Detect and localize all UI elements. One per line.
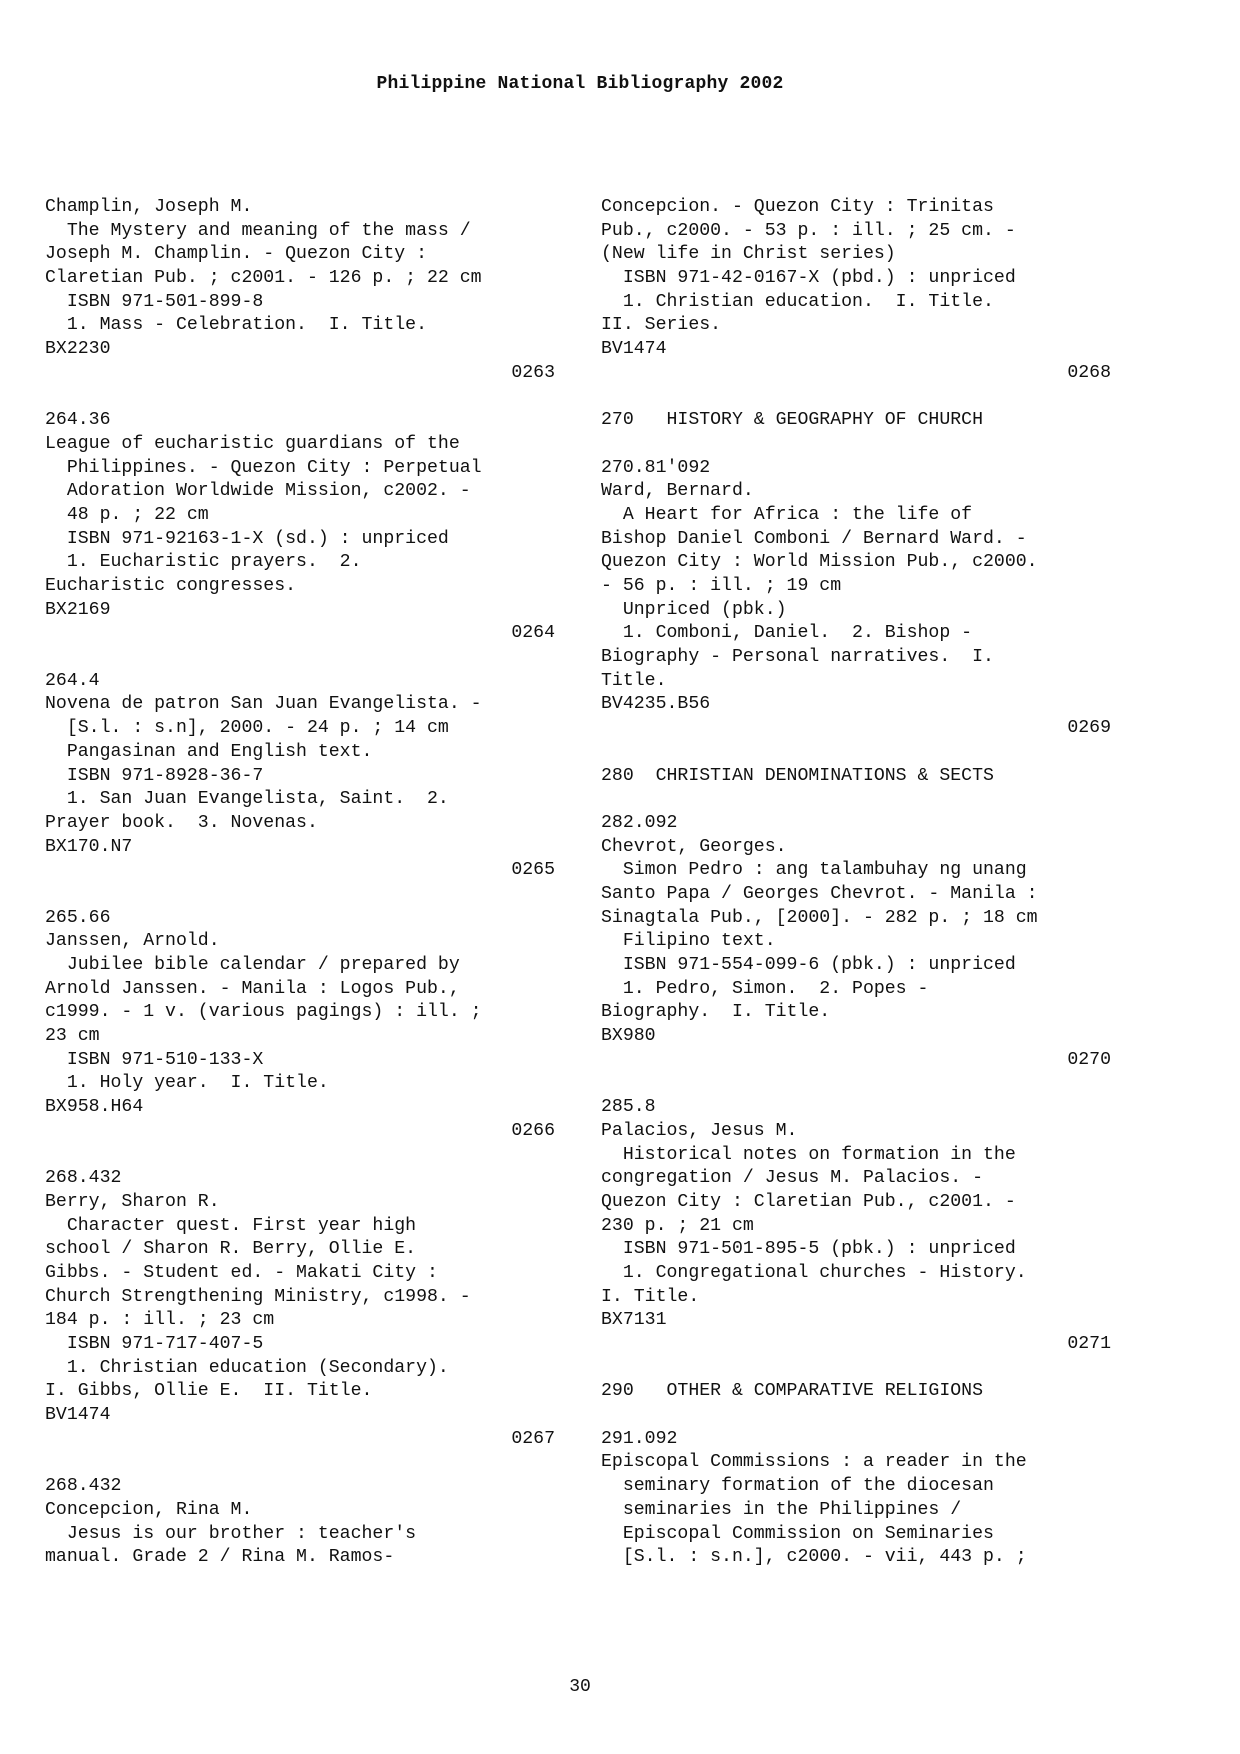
record-line: Adoration Worldwide Mission, c2002. - <box>45 481 471 502</box>
record-line: II. Series. <box>601 315 722 336</box>
record-line: Biography - Personal narratives. I. <box>601 647 994 668</box>
entry-number: 0269 <box>1067 718 1111 739</box>
record-line: 280 CHRISTIAN DENOMINATIONS & SECTS <box>601 765 994 786</box>
record-line: League of eucharistic guardians of the <box>45 433 460 454</box>
record-line: Champlin, Joseph M. <box>45 197 253 217</box>
record-line: Historical notes on formation in the <box>601 1144 1016 1165</box>
record-line: Jubilee bible calendar / prepared by <box>45 955 460 975</box>
record-line: 1. Christian education (Secondary). <box>45 1357 449 1378</box>
record-line: 291.092 <box>601 1428 678 1449</box>
record-line: 282.092 <box>601 812 678 833</box>
blank-line <box>45 1451 555 1475</box>
record-line: Filipino text. <box>601 931 776 952</box>
record-line: c1999. - 1 v. (various pagings) : ill. ; <box>45 1002 482 1023</box>
record-line: Biography. I. Title. <box>601 1002 831 1023</box>
record-line: Claretian Pub. ; c2001. - 126 p. ; 22 cm <box>45 268 482 289</box>
record-line: The Mystery and meaning of the mass / <box>45 220 471 241</box>
left-column <box>45 196 555 1570</box>
record-line: manual. Grade 2 / Rina M. Ramos- <box>45 1547 395 1568</box>
entry-number: 0271 <box>1067 1334 1111 1354</box>
record-line: 23 cm <box>45 1026 100 1047</box>
record-line: BX2230 <box>45 339 111 360</box>
record-line: BX980 <box>601 1026 656 1047</box>
blank-line <box>601 386 1111 410</box>
blank-line <box>45 646 555 670</box>
record-line: Episcopal Commissions : a reader in the <box>601 1452 1027 1473</box>
page-number: 30 <box>569 1677 591 1697</box>
record-line: 1. Christian education. I. Title. <box>601 291 994 312</box>
blank-line <box>601 788 1111 812</box>
record-line: BX170.N7 <box>45 836 133 857</box>
entry-number: 0263 <box>511 362 555 383</box>
record-line: Quezon City : Claretian Pub., c2001. - <box>601 1191 1016 1212</box>
blank-line <box>45 883 555 907</box>
record-line: [S.l. : s.n], 2000. - 24 p. ; 14 cm <box>45 718 449 739</box>
record-line: (New life in Christ series) <box>601 244 896 265</box>
record-line: 1. Comboni, Daniel. 2. Bishop - <box>601 623 973 644</box>
record-line: Jesus is our brother : teacher's <box>45 1523 417 1544</box>
record-line: Sinagtala Pub., [2000]. - 282 p. ; 18 cm <box>601 907 1038 928</box>
record-line: seminaries in the Philippines / <box>601 1499 962 1520</box>
record-line: ISBN 971-501-899-8 <box>45 291 264 312</box>
record-line: Character quest. First year high <box>45 1215 417 1236</box>
blank-line <box>601 1404 1111 1428</box>
record-line: Quezon City : World Mission Pub., c2000. <box>601 552 1038 573</box>
record-line: ISBN 971-510-133-X <box>45 1049 264 1070</box>
record-line: A Heart for Africa : the life of <box>601 504 973 525</box>
record-line: 270 HISTORY & GEOGRAPHY OF CHURCH <box>601 410 983 431</box>
record-line: I. Title. <box>601 1286 700 1307</box>
record-line: BX7131 <box>601 1310 667 1331</box>
record-line: 290 OTHER & COMPARATIVE RELIGIONS <box>601 1381 983 1402</box>
record-line: 270.81'092 <box>601 457 711 478</box>
record-line: Arnold Janssen. - Manila : Logos Pub., <box>45 978 460 999</box>
record-line: ISBN 971-92163-1-X (sd.) : unpriced <box>45 528 449 549</box>
record-line: 1. Pedro, Simon. 2. Popes - <box>601 978 929 999</box>
page-title: Philippine National Bibliography 2002 <box>376 74 784 94</box>
right-column <box>601 196 1111 1570</box>
blank-line <box>601 1072 1111 1096</box>
record-line: ISBN 971-8928-36-7 <box>45 765 264 786</box>
record-line: Berry, Sharon R. <box>45 1191 220 1212</box>
record-line: Bishop Daniel Comboni / Bernard Ward. - <box>601 528 1027 549</box>
record-line: Philippines. - Quezon City : Perpetual <box>45 457 482 478</box>
entry-number: 0270 <box>1067 1049 1111 1070</box>
record-line: BV1474 <box>45 1405 111 1426</box>
record-line: 264.36 <box>45 410 111 431</box>
record-line: Novena de patron San Juan Evangelista. - <box>45 694 482 715</box>
record-line: Janssen, Arnold. <box>45 931 220 952</box>
record-line: Ward, Bernard. <box>601 481 754 502</box>
record-line: 184 p. : ill. ; 23 cm <box>45 1310 275 1331</box>
record-line: Pub., c2000. - 53 p. : ill. ; 25 cm. - <box>601 220 1016 241</box>
record-line: seminary formation of the diocesan <box>601 1476 994 1497</box>
record-line: 1. Eucharistic prayers. 2. <box>45 552 362 573</box>
record-line: 1. Mass - Celebration. I. Title. <box>45 315 427 336</box>
record-line: 230 p. ; 21 cm <box>601 1215 754 1236</box>
record-line: 48 p. ; 22 cm <box>45 504 209 525</box>
entry-number: 0267 <box>511 1428 555 1449</box>
record-line: Simon Pedro : ang talambuhay ng unang <box>601 860 1027 881</box>
record-line: Pangasinan and English text. <box>45 741 373 762</box>
record-line: school / Sharon R. Berry, Ollie E. <box>45 1239 417 1260</box>
record-line: ISBN 971-717-407-5 <box>45 1334 264 1354</box>
record-line: ISBN 971-42-0167-X (pbd.) : unpriced <box>601 268 1016 289</box>
record-line: 285.8 <box>601 1097 656 1118</box>
record-line: 265.66 <box>45 907 111 928</box>
record-line: 268.432 <box>45 1476 122 1497</box>
record-line: BV1474 <box>601 339 667 360</box>
blank-line <box>45 386 555 410</box>
record-line: I. Gibbs, Ollie E. II. Title. <box>45 1381 373 1402</box>
record-line: Concepcion, Rina M. <box>45 1499 253 1520</box>
blank-line <box>45 1144 555 1168</box>
record-line: 1. Congregational churches - History. <box>601 1262 1027 1283</box>
record-line: Chevrot, Georges. <box>601 836 787 857</box>
record-line: Eucharistic congresses. <box>45 576 297 596</box>
entry-number: 0268 <box>1067 362 1111 383</box>
record-line: Palacios, Jesus M. <box>601 1120 798 1141</box>
record-line: Prayer book. 3. Novenas. <box>45 812 318 833</box>
record-line: 1. Holy year. I. Title. <box>45 1073 329 1094</box>
record-line: BV4235.B56 <box>601 694 711 715</box>
record-line: [S.l. : s.n.], c2000. - vii, 443 p. ; <box>601 1547 1027 1568</box>
record-line: ISBN 971-501-895-5 (pbk.) : unpriced <box>601 1239 1016 1260</box>
record-line: Santo Papa / Georges Chevrot. - Manila : <box>601 883 1038 904</box>
record-line: Gibbs. - Student ed. - Makati City : <box>45 1262 438 1283</box>
record-line: Joseph M. Champlin. - Quezon City : <box>45 244 427 265</box>
record-line: BX2169 <box>45 599 111 620</box>
entry-number: 0264 <box>511 623 555 644</box>
record-line: 1. San Juan Evangelista, Saint. 2. <box>45 789 449 810</box>
entry-number: 0265 <box>511 860 555 881</box>
entry-number: 0266 <box>511 1120 555 1141</box>
blank-line <box>601 1357 1111 1381</box>
blank-line <box>601 741 1111 765</box>
record-line: 268.432 <box>45 1168 122 1189</box>
record-line: congregation / Jesus M. Palacios. - <box>601 1168 983 1189</box>
blank-line <box>601 433 1111 457</box>
record-line: Concepcion. - Quezon City : Trinitas <box>601 197 994 217</box>
record-line: - 56 p. : ill. ; 19 cm <box>601 576 842 596</box>
record-line: BX958.H64 <box>45 1097 144 1118</box>
record-line: ISBN 971-554-099-6 (pbk.) : unpriced <box>601 955 1016 975</box>
record-line: Title. <box>601 670 667 691</box>
record-line: Episcopal Commission on Seminaries <box>601 1523 994 1544</box>
record-line: 264.4 <box>45 670 100 691</box>
record-line: Church Strengthening Ministry, c1998. - <box>45 1286 471 1307</box>
record-line: Unpriced (pbk.) <box>601 599 787 620</box>
